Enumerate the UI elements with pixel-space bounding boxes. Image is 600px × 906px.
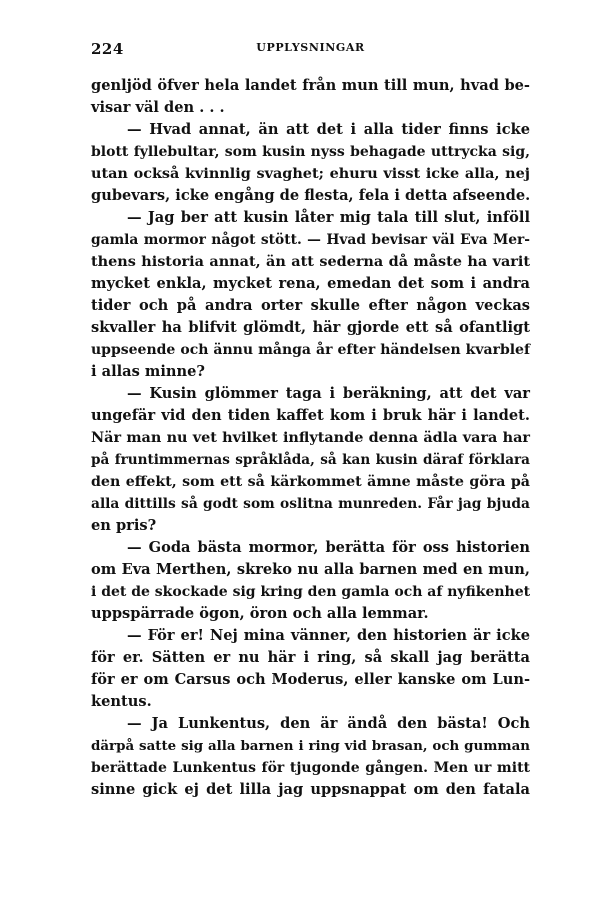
text-line: visar väl den . . . bbox=[91, 99, 225, 116]
text-line: gamla mormor något stött. — Hvad bevisar väl Eva Mer- bbox=[91, 232, 530, 248]
text-line: — Hvad annat, än att det i alla tider finns icke bbox=[127, 121, 530, 138]
text-line: i allas minne? bbox=[91, 363, 205, 380]
text-line: thens historia annat, än att sederna då måste ha varit bbox=[91, 253, 530, 270]
text-line: i det de skockade sig kring den gamla och af nyfikenhet bbox=[91, 584, 531, 600]
text-line: berättade Lunkentus för tjugonde gången. Men ur mitt bbox=[91, 760, 530, 776]
text-line: — Kusin glömmer taga i beräkning, att det var bbox=[127, 385, 530, 402]
text-line: sinne gick ej det lilla jag uppsnappat om den fatala bbox=[91, 781, 530, 798]
text-line: på fruntimmernas språklåda, så kan kusin däraf förklara bbox=[91, 452, 530, 468]
text-line: — Jag ber att kusin låter mig tala till slut, inföll bbox=[127, 209, 530, 226]
text-line: gubevars, icke engång de flesta, fela i detta afseende. bbox=[91, 187, 531, 204]
text-line: en pris? bbox=[91, 517, 157, 534]
text-line: — För er! Nej mina vänner, den historien är icke bbox=[127, 627, 530, 644]
text-line: utan också kvinnlig svaghet; ehuru visst icke alla, nej bbox=[91, 165, 530, 182]
text-line: ungefär vid den tiden kaffet kom i bruk här i landet. bbox=[91, 407, 530, 424]
text-line: den effekt, som ett så kärkommet ämne måste göra på bbox=[91, 474, 530, 490]
text-line: mycket enkla, mycket rena, emedan det som i andra bbox=[91, 275, 530, 292]
text-line: tider och på andra orter skulle efter någon veckas bbox=[91, 297, 530, 314]
text-line: för er om Carsus och Moderus, eller kanske om Lun- bbox=[91, 671, 530, 688]
page-header bbox=[91, 40, 530, 60]
text-line: När man nu vet hvilket inflytande denna ädla vara har bbox=[91, 429, 530, 446]
text-line: blott fyllebultar, som kusin nyss behagade uttrycka sig, bbox=[91, 144, 530, 160]
text-line: uppspärrade ögon, öron och alla lemmar. bbox=[91, 605, 429, 622]
text-line: uppseende och ännu många år efter händelsen kvarblef bbox=[91, 342, 530, 358]
text-line: om Eva Merthen, skreko nu alla barnen med en mun, bbox=[91, 561, 530, 578]
text-line: — Goda bästa mormor, berätta för oss historien bbox=[127, 539, 530, 556]
running-title: UPPLYSNINGAR bbox=[256, 41, 365, 54]
page-number: 224 bbox=[91, 40, 124, 58]
body-text bbox=[91, 75, 530, 801]
text-line: kentus. bbox=[91, 693, 152, 710]
text-line: skvaller ha blifvit glömdt, här gjorde ett så ofantligt bbox=[91, 319, 530, 336]
text-line: för er. Sätten er nu här i ring, så skall jag berätta bbox=[91, 649, 530, 666]
text-line: genljöd öfver hela landet från mun till mun, hvad be- bbox=[91, 77, 530, 94]
text-line: — Ja Lunkentus, den är ändå den bästa! Och bbox=[127, 715, 530, 732]
text-line: därpå satte sig alla barnen i ring vid brasan, och gumman bbox=[91, 738, 530, 754]
text-line: alla dittills så godt som oslitna munreden. Får jag bjuda bbox=[91, 496, 530, 512]
